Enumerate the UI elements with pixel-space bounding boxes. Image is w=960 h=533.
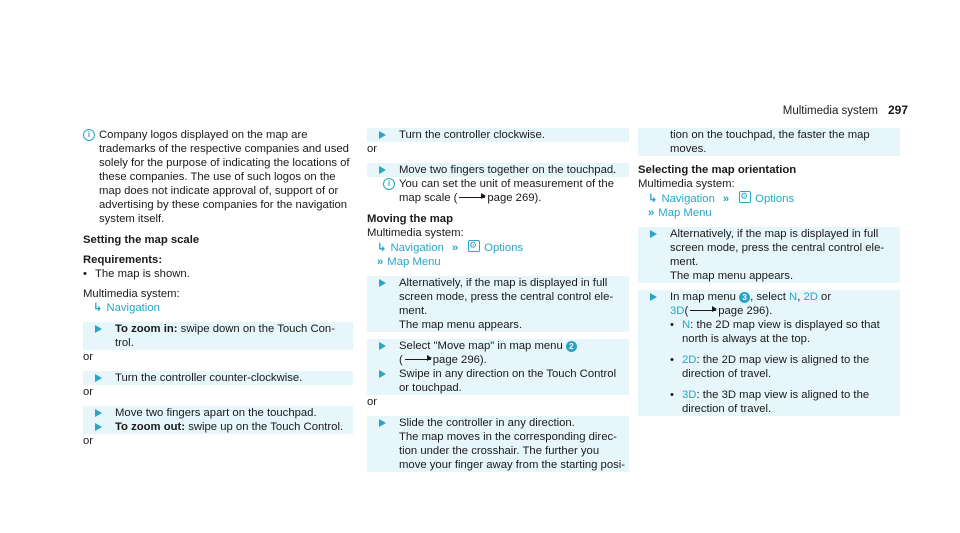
step-swipe: Swipe in any direction on the Touch Control or touchpad. — [367, 367, 629, 395]
step-slide: Slide the controller in any direction. The map moves in the corresponding direc-tion under the crosshair. The further you move your finger away from the starting posi- — [367, 416, 629, 472]
nav-path — [367, 240, 629, 255]
step-arrow-icon — [379, 370, 386, 378]
map-menu-link[interactable]: Map Menu — [387, 256, 441, 268]
option-n[interactable]: N — [789, 291, 798, 303]
page-ref-arrow-icon — [405, 353, 431, 360]
step-arrow-icon — [95, 409, 102, 417]
double-chevron-icon: » — [451, 242, 459, 254]
double-chevron-icon: » — [722, 193, 730, 205]
option-2d[interactable]: 2D — [803, 291, 818, 303]
navigation-link[interactable]: Navigation — [106, 302, 160, 314]
mm-system-label: Multimedia system: — [638, 178, 735, 190]
page-header — [783, 103, 908, 118]
page-ref-arrow-icon — [690, 304, 716, 311]
double-chevron-icon: » — [377, 256, 384, 268]
step-move-together: Move two fingers together on the touchpad. — [367, 163, 629, 177]
page-ref[interactable]: page 296). — [718, 305, 773, 317]
column-2 — [367, 128, 629, 472]
mm-system-label: Multimedia system: — [83, 288, 180, 300]
step-arrow-icon — [379, 279, 386, 287]
return-arrow-icon: ↳ — [648, 193, 658, 205]
bullet-n: • N: the 2D map view is displayed so that north is always at the top. — [670, 318, 900, 346]
step-turn-cw: Turn the controller clockwise. — [367, 128, 629, 142]
or-text: or — [83, 435, 94, 447]
mm-system-label: Multimedia system: — [367, 227, 464, 239]
page-number: 297 — [887, 103, 908, 117]
navigation-link[interactable]: Navigation — [390, 242, 444, 254]
requirement-item: • The map is shown. — [83, 267, 353, 281]
or-text: or — [367, 396, 378, 408]
column-3 — [638, 128, 900, 416]
return-arrow-icon: ↳ — [93, 302, 103, 314]
options-link[interactable]: Options — [755, 193, 795, 205]
step-turn-ccw: Turn the controller counter-clockwise. — [83, 371, 353, 385]
header-title: Multimedia system — [782, 105, 878, 117]
section-title-map-scale: Setting the map scale — [83, 234, 200, 246]
step-in-map-menu: In map menu 3 , select N, 2D or 3D( page 296). • N: the 2D map view is displayed so that north is always at the top. • 2D: the 2D map view is aligned to the direction of travel. • 3D: the 3D map view is aligned to the direction of travel. — [638, 290, 900, 416]
nav-path — [83, 301, 353, 315]
info-text: Company logos displayed on the map are trademarks of the respective companies and used solely for the purpose of indicating the locations of these companies. The use of such logos on the map does not indicate approval of, support of or advertising by these companies for the navigation system itself. — [99, 129, 350, 225]
options-link[interactable]: Options — [484, 242, 524, 254]
navigation-link[interactable]: Navigation — [661, 193, 715, 205]
map-menu-link[interactable]: Map Menu — [658, 207, 712, 219]
info-icon: i — [83, 129, 95, 141]
bullet-3d: • 3D: the 3D map view is aligned to the direction of travel. — [670, 388, 900, 416]
bullet-2d: • 2D: the 2D map view is aligned to the direction of travel. — [670, 353, 900, 381]
step-arrow-icon — [379, 166, 386, 174]
requirements-label: Requirements: — [83, 254, 163, 266]
callout-number-icon: 2 — [566, 341, 577, 352]
info-icon: i — [383, 178, 395, 190]
option-3d[interactable]: 3D — [670, 305, 685, 317]
info-note-unit: i You can set the unit of measurement of the map scale ( page 269). — [367, 177, 629, 205]
step-arrow-icon — [379, 342, 386, 350]
step-continued: tion on the touchpad, the faster the map moves. — [638, 128, 900, 156]
options-gear-icon — [739, 191, 751, 203]
nav-path-2 — [367, 255, 629, 269]
step-zoom-in: To zoom in: swipe down on the Touch Con-trol. — [83, 322, 353, 350]
page-ref[interactable]: page 296). — [432, 354, 487, 366]
section-title-moving: Moving the map — [367, 213, 453, 225]
or-text: or — [83, 351, 94, 363]
section-title-orientation: Selecting the map orientation — [638, 164, 797, 176]
step-arrow-icon — [650, 293, 657, 301]
info-note-logos — [83, 128, 353, 226]
step-arrow-icon — [379, 419, 386, 427]
nav-path-2 — [638, 206, 900, 220]
step-arrow-icon — [650, 230, 657, 238]
nav-path — [638, 191, 900, 206]
double-chevron-icon: » — [648, 207, 655, 219]
step-arrow-icon — [379, 131, 386, 139]
step-arrow-icon — [95, 374, 102, 382]
step-arrow-icon — [95, 325, 102, 333]
zoom-out-label: To zoom out: — [115, 421, 186, 433]
column-1 — [83, 128, 353, 448]
step-zoom-out: To zoom out: swipe up on the Touch Control. — [83, 420, 353, 434]
step-alt-fullscreen: Alternatively, if the map is displayed in full screen mode, press the central control ele-ment. The map menu appears. — [638, 227, 900, 283]
callout-number-icon: 3 — [739, 292, 750, 303]
zoom-in-label: To zoom in: — [115, 323, 178, 335]
or-text: or — [83, 386, 94, 398]
page-ref-arrow-icon — [459, 191, 485, 198]
return-arrow-icon: ↳ — [377, 242, 387, 254]
page-ref[interactable]: page 269). — [487, 192, 542, 204]
step-arrow-icon — [95, 423, 102, 431]
step-alt-fullscreen: Alternatively, if the map is displayed in full screen mode, press the central control ele-ment. The map menu appears. — [367, 276, 629, 332]
options-gear-icon — [468, 240, 480, 252]
or-text: or — [367, 143, 378, 155]
step-select-move-map: Select "Move map" in map menu 2 ( page 296). — [367, 339, 629, 367]
step-move-apart: Move two fingers apart on the touchpad. — [83, 406, 353, 420]
